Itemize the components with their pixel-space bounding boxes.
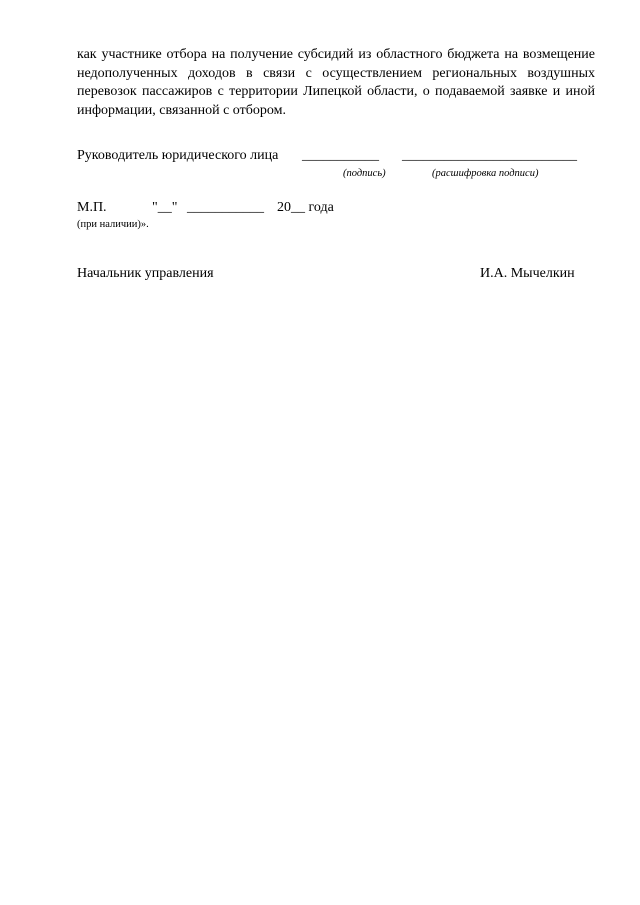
signature-label: Руководитель юридического лица	[77, 148, 279, 163]
stamp-label: М.П.	[77, 200, 107, 215]
signature-decoding-line: _________________________	[402, 148, 577, 163]
date-year: 20__ года	[277, 200, 334, 215]
signature-line: ___________	[302, 148, 379, 163]
stamp-note: (при наличии)».	[77, 219, 149, 230]
body-paragraph: как участнике отбора на получение субсидий из областного бюджета на возмещение недополученных доходов в связи с осуществлением региональных воздушных перевозок пассажиров с территории Липецкой области, о подаваемой заявке и иной информации, связанной с отбором.	[77, 47, 595, 118]
date-month: ___________	[187, 200, 264, 215]
signature-decoding-hint: (расшифровка подписи)	[432, 168, 539, 179]
date-day: "__"	[152, 200, 178, 215]
footer-name: И.А. Мычелкин	[480, 266, 575, 281]
footer-position: Начальник управления	[77, 266, 214, 281]
signature-hint: (подпись)	[343, 168, 386, 179]
